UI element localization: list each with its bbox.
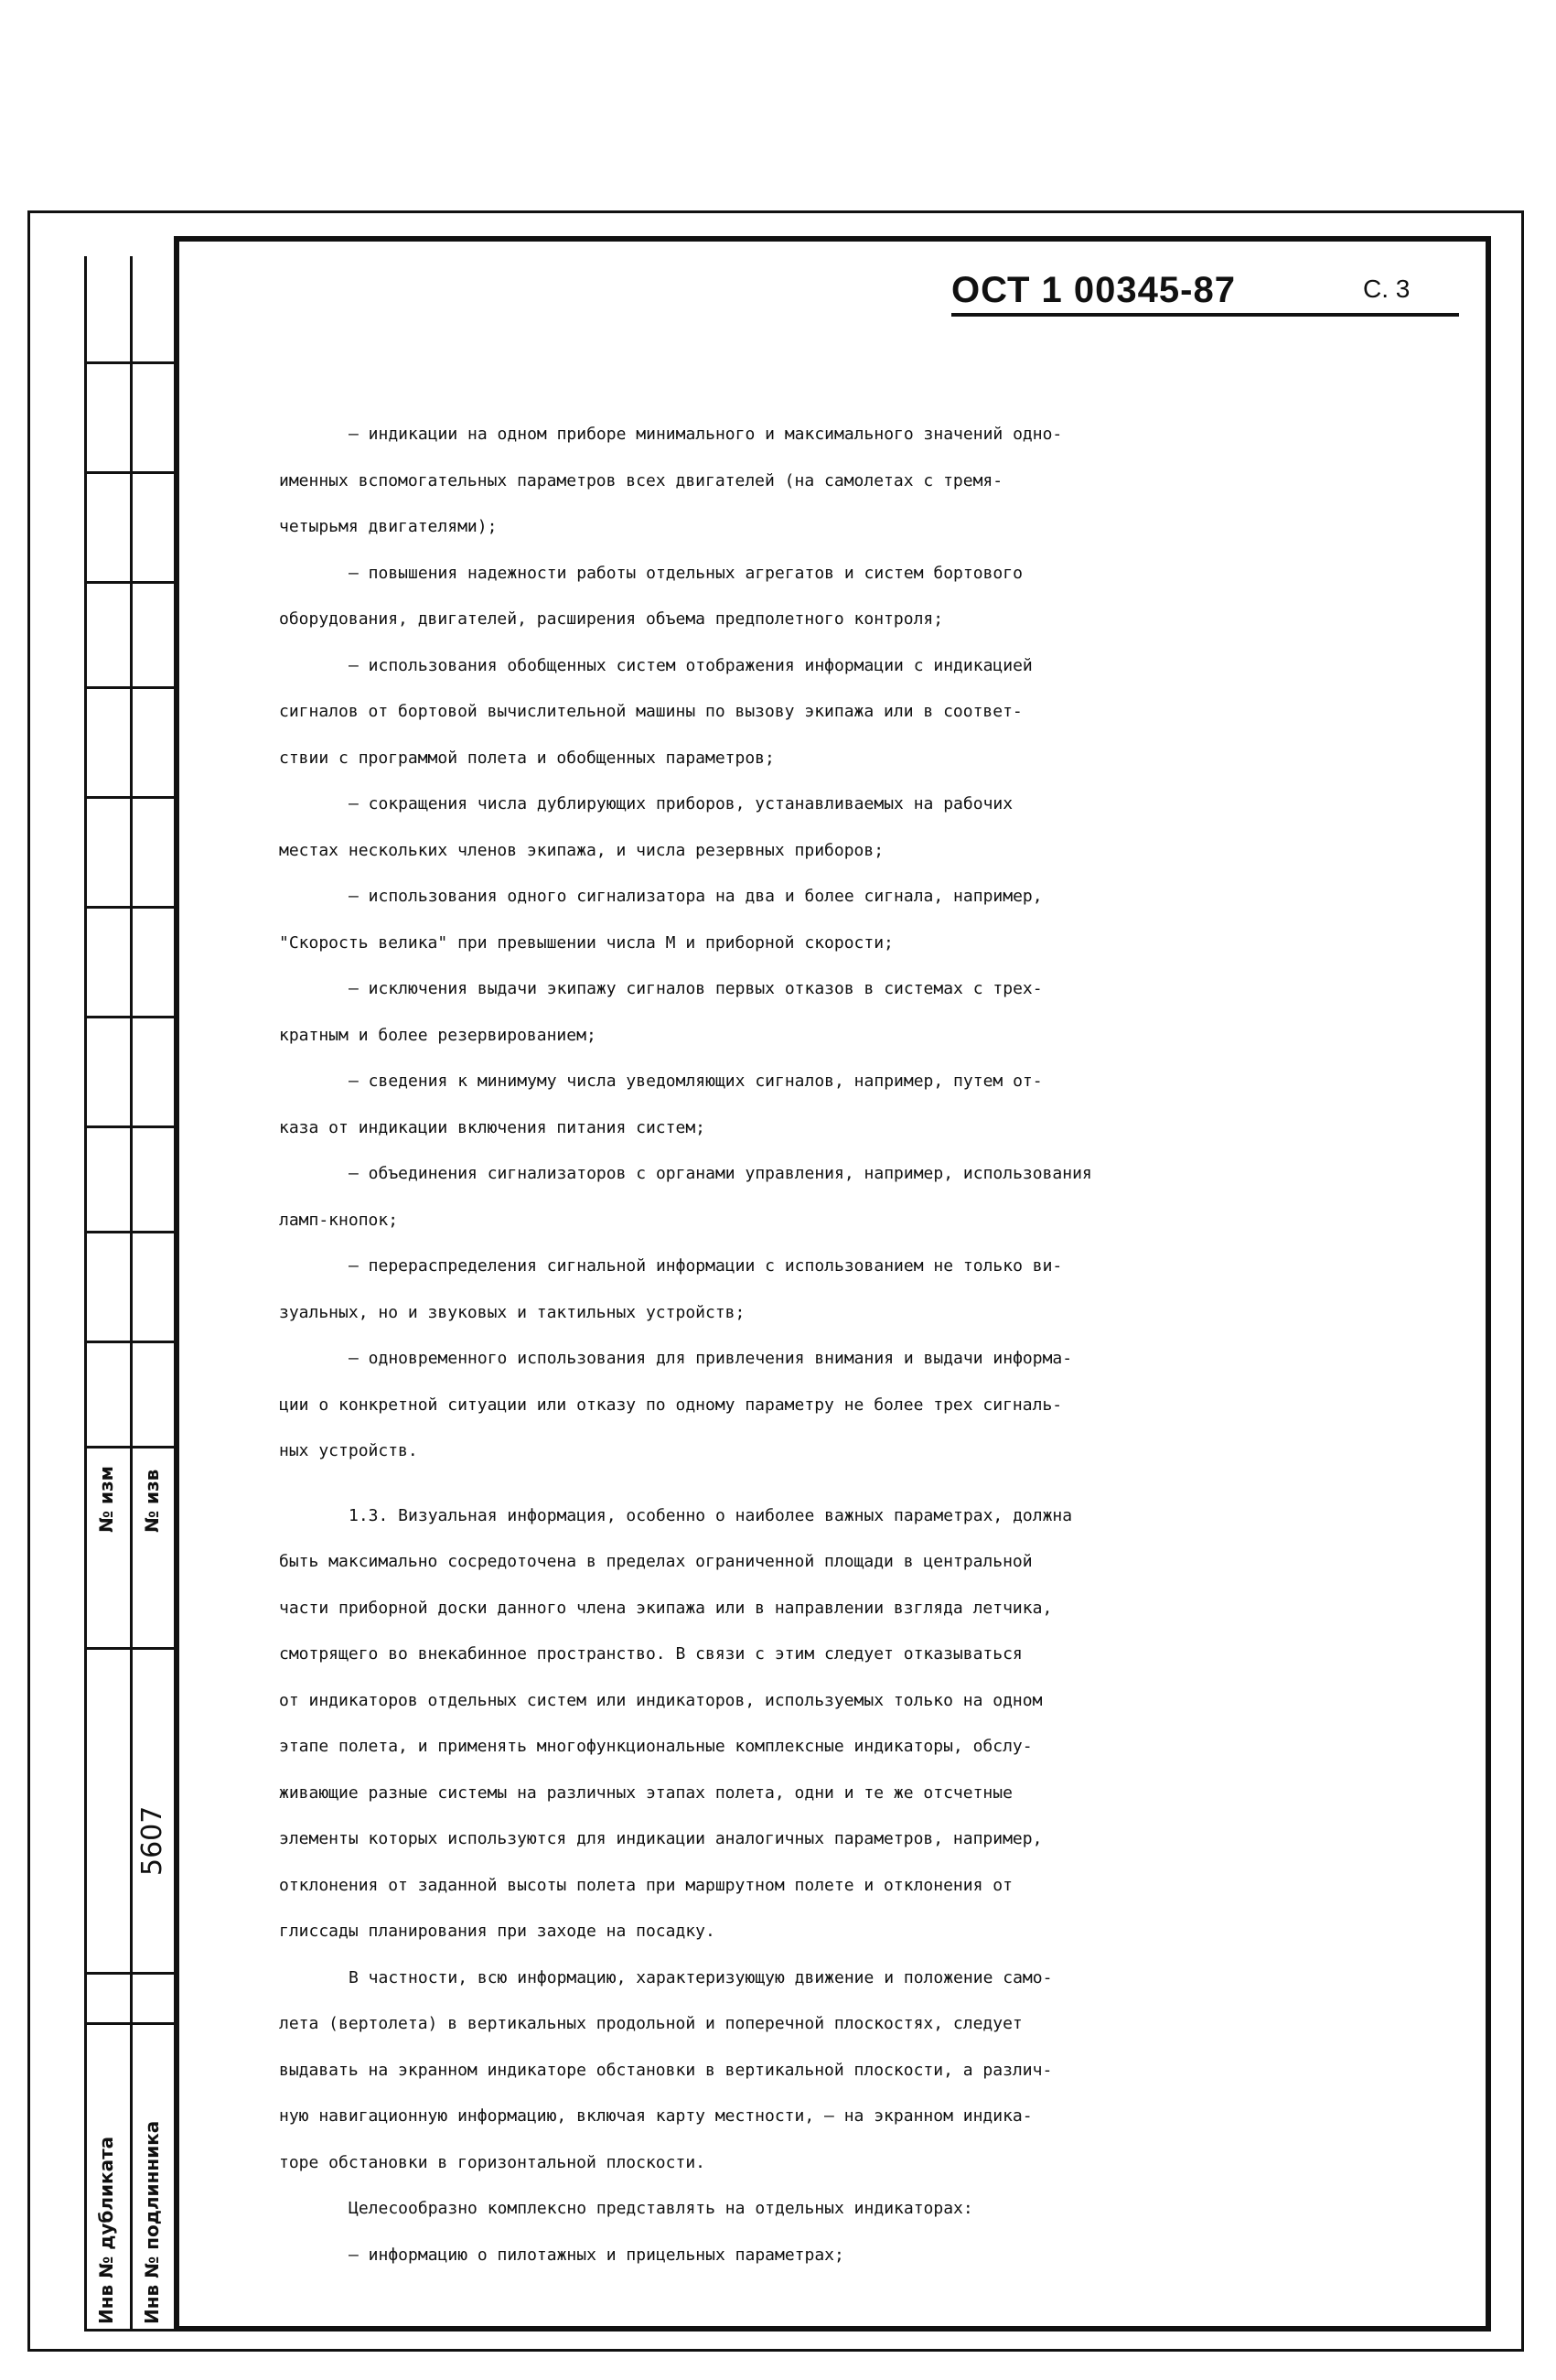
strip-divider [84, 471, 174, 474]
side-strip [84, 256, 174, 2329]
strip-divider [84, 1647, 174, 1650]
text-line: ламп-кнопок; [279, 1210, 399, 1230]
strip-divider [84, 256, 87, 2329]
document-body [279, 412, 1413, 2278]
inventory-number: 5607 [136, 1805, 168, 1876]
text-line: кратным и более резервированием; [279, 1025, 596, 1045]
strip-divider [130, 256, 133, 2329]
strip-divider [84, 1231, 174, 1233]
text-line: элементы которых используются для индикации аналогичных параметров, например, [279, 1829, 1043, 1848]
text-line: – индикации на одном приборе минимального и максимального значений одно- [349, 425, 1063, 444]
strip-divider [84, 1341, 174, 1343]
text-line: В частности, всю информацию, характеризующую движение и положение само- [349, 1967, 1053, 1987]
text-line: зуальных, но и звуковых и тактильных устройств; [279, 1302, 746, 1322]
page-number: С. 3 [1363, 275, 1411, 303]
text-line: этапе полета, и применять многофункциональные комплексные индикаторы, обслу- [279, 1737, 1033, 1756]
text-line: смотрящего во внекабинное пространство. В связи с этим следует отказываться [279, 1644, 1023, 1664]
text-line: четырьмя двигателями); [279, 517, 498, 536]
text-line: оборудования, двигателей, расширения объема предполетного контроля; [279, 609, 944, 629]
text-line: – использования одного сигнализатора на два и более сигнала, например, [349, 887, 1043, 906]
text-line: выдавать на экранном индикаторе обстановки в вертикальной плоскости, а различ- [279, 2060, 1053, 2080]
text-line: – исключения выдачи экипажу сигналов первых отказов в системах с трех- [349, 979, 1043, 998]
strip-divider [84, 2329, 174, 2332]
text-line: – сокращения числа дублирующих приборов, устанавливаемых на рабочих [349, 794, 1014, 813]
strip-divider [84, 361, 174, 364]
strip-divider [84, 1446, 174, 1448]
strip-divider [84, 1125, 174, 1128]
text-line: "Скорость велика" при превышении числа М и приборной скорости; [279, 932, 894, 953]
text-line: – повышения надежности работы отдельных агрегатов и систем бортового [349, 563, 1023, 583]
strip-label-izm: № изм [95, 1465, 117, 1533]
text-line: ции о конкретной ситуации или отказу по одному параметру не более трех сигналь- [279, 1395, 1063, 1415]
text-line: местах нескольких членов экипажа, и числа резервных приборов; [279, 840, 885, 860]
text-line: ствии с программой полета и обобщенных параметров; [279, 748, 775, 768]
text-line: – одновременного использования для привлечения внимания и выдачи информа- [349, 1349, 1073, 1368]
text-line: – использования обобщенных систем отображения информации с индикацией [349, 655, 1033, 675]
text-line: – информацию о пилотажных и прицельных параметрах; [349, 2245, 844, 2265]
text-line: 1.3. Визуальная информация, особенно о наиболее важных параметрах, должна [349, 1505, 1073, 1525]
text-line: глиссады планирования при заходе на посадку. [279, 1922, 715, 1941]
text-line: быть максимально сосредоточена в пределах ограниченной площади в центральной [279, 1552, 1033, 1571]
header-rule [951, 313, 1459, 317]
text-line: каза от индикации включения питания систем; [279, 1117, 705, 1137]
strip-divider [84, 2022, 174, 2025]
strip-label-inv-podl: Инв № подлинника [141, 2120, 163, 2324]
strip-divider [84, 796, 174, 799]
strip-label-inv-dubl: Инв № дубликата [95, 2136, 117, 2324]
strip-divider [84, 686, 174, 689]
text-line: торе обстановки в горизонтальной плоскости. [279, 2152, 705, 2172]
strip-divider [84, 1016, 174, 1018]
text-line: ную навигационную информацию, включая карту местности, – на экранном индика- [279, 2106, 1033, 2126]
document-code: ОСТ 1 00345-87 [951, 270, 1236, 310]
text-line: отклонения от заданной высоты полета при маршрутном полете и отклонения от [279, 1875, 1013, 1895]
text-line: от индикаторов отдельных систем или индикаторов, используемых только на одном [279, 1690, 1043, 1710]
text-line: – перераспределения сигнальной информации с использованием не только ви- [349, 1256, 1063, 1276]
text-line: – сведения к минимуму числа уведомляющих сигналов, например, путем от- [349, 1072, 1043, 1091]
strip-label-izv: № изв [141, 1469, 163, 1533]
text-line: Целесообразно комплексно представлять на отдельных индикаторах: [349, 2199, 973, 2218]
paragraph-gap [279, 1475, 1413, 1493]
text-line: живающие разные системы на различных этапах полета, одни и те же отсчетные [279, 1782, 1013, 1803]
text-line: части приборной доски данного члена экипажа или в направлении взгляда летчика, [279, 1598, 1053, 1618]
strip-divider [84, 906, 174, 909]
text-line: ных устройств. [279, 1441, 418, 1460]
strip-divider [84, 1972, 174, 1975]
text-line: лета (вертолета) в вертикальных продольной и поперечной плоскостях, следует [279, 2014, 1023, 2033]
text-line: сигналов от бортовой вычислительной машины по вызову экипажа или в соответ- [279, 702, 1023, 721]
strip-divider [84, 581, 174, 584]
text-line: – объединения сигнализаторов с органами управления, например, использования [349, 1164, 1092, 1183]
text-line: именных вспомогательных параметров всех двигателей (на самолетах с тремя- [279, 470, 1003, 490]
